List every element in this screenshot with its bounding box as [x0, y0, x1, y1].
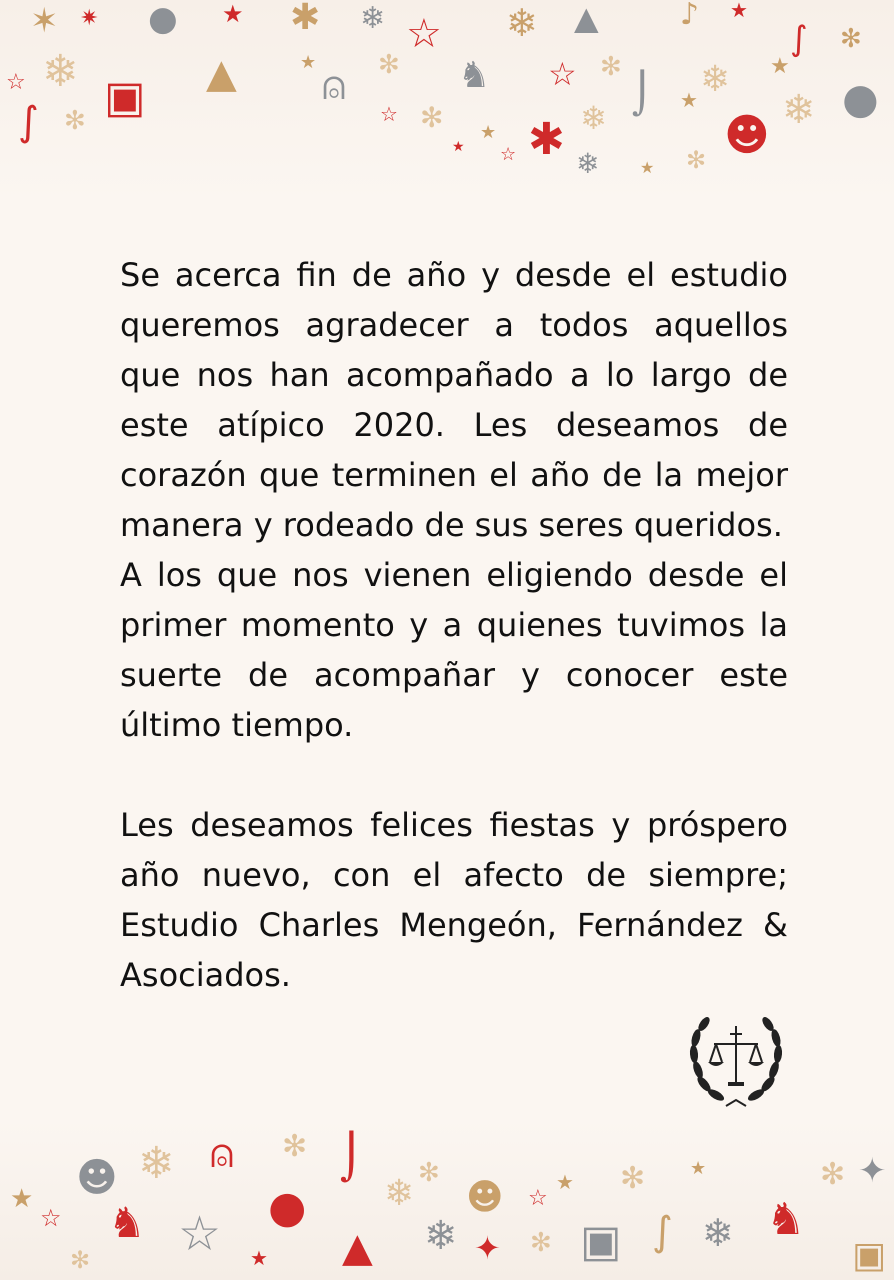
snowflake-icon: ❄	[138, 1138, 175, 1189]
star-icon: ★	[770, 54, 790, 79]
snowflake-icon: ❄	[580, 99, 607, 137]
greeting-paragraph-3: Les deseamos felices fiestas y próspero año nuevo, con el afecto de siempre; Estudio Charles Mengeón, Fernández & Asociados.	[120, 806, 788, 994]
snowflake-icon: ✻	[600, 52, 622, 82]
snowflake-icon: ❄	[702, 1211, 734, 1255]
ornament-icon: ●	[842, 74, 879, 123]
reindeer-icon: ♞	[458, 55, 491, 96]
stocking-icon: ⌡	[632, 71, 653, 117]
angel-icon: ✦	[858, 1151, 887, 1191]
star-icon: ☆	[40, 1204, 62, 1232]
star-icon: ★	[680, 88, 698, 112]
snowflake-icon: ❄	[360, 1, 386, 36]
snowflake-icon: ❄	[424, 1213, 458, 1259]
reindeer-icon: ♞	[766, 1194, 806, 1245]
bottom-christmas-border	[0, 1120, 894, 1280]
firm-logo	[630, 1010, 840, 1120]
snowflake-icon: ✻	[418, 1158, 440, 1188]
gingerbread-icon: ✶	[30, 1, 59, 41]
star-icon: ★	[640, 158, 655, 177]
gift-icon: ▣	[580, 1216, 622, 1267]
snowflake-icon: ❄	[576, 147, 600, 180]
greeting-paragraph-2: A los que nos vienen eligiendo desde el primer momento y a quienes tuvimos la suerte de acompañar y conocer este último tiempo.	[120, 556, 788, 744]
candy-cane-icon: ∫	[790, 19, 808, 59]
star-icon: ★	[300, 52, 317, 73]
star-icon: ☆	[500, 144, 517, 165]
bell-icon: ⍝	[322, 63, 346, 109]
snowflake-icon: ✻	[64, 106, 86, 136]
star-icon: ☆	[548, 55, 577, 93]
top-christmas-border	[0, 0, 894, 200]
angel-icon: ✦	[474, 1229, 501, 1267]
tree-icon: ▲	[206, 51, 237, 97]
star-icon: ☆	[380, 102, 398, 126]
star-icon: ☆	[528, 1186, 548, 1211]
snowflake-icon: ✻	[620, 1161, 646, 1196]
star-icon: ★	[10, 1184, 34, 1214]
star-icon: ✷	[80, 6, 99, 31]
snowflake-icon: ❄	[700, 59, 731, 100]
star-icon: ★	[222, 0, 244, 28]
scales-of-justice-laurel-icon	[682, 1010, 790, 1114]
star-icon: ★	[480, 122, 497, 143]
bell-icon: ⍝	[210, 1131, 234, 1177]
snowflake-icon: ✻	[282, 1129, 308, 1164]
star-icon: ★	[730, 0, 748, 22]
snowflake-icon: ✻	[530, 1228, 552, 1258]
gift-icon: ▣	[104, 72, 146, 123]
reindeer-icon: ♞	[108, 1198, 146, 1247]
ornament-icon: ●	[268, 1182, 307, 1233]
gingerbread-icon: ✱	[290, 0, 321, 38]
star-icon: ☆	[406, 11, 442, 57]
snowflake-icon: ✻	[820, 1157, 846, 1192]
tree-icon: ▲	[574, 0, 599, 37]
santa-icon: ☻	[466, 1177, 504, 1218]
tree-icon: ▲	[342, 1225, 373, 1271]
star-icon: ★	[250, 1246, 268, 1270]
snowflake-icon: ❄	[42, 46, 79, 97]
santa-icon: ☻	[76, 1155, 118, 1201]
snowflake-icon: ✻	[70, 1246, 91, 1274]
santa-icon: ☻	[724, 110, 770, 161]
candy-cane-icon: ∫	[18, 99, 39, 145]
star-icon: ★	[556, 1170, 574, 1194]
snowflake-icon: ✻	[420, 101, 444, 134]
greeting-paragraph-1: Se acerca fin de año y desde el estudio queremos agradecer a todos aquellos que nos han acompañado a lo largo de este atípico 2020. Les deseamos de corazón que terminen el año de la mejor manera y rodeado de sus seres queridos.	[120, 256, 788, 544]
greeting-message	[120, 250, 788, 1000]
snowflake-icon: ❄	[506, 1, 538, 45]
star-icon: ★	[690, 1158, 707, 1179]
candy-cane-icon: ∫	[652, 1209, 673, 1255]
stocking-icon: ⌡	[340, 1132, 363, 1183]
snowflake-icon: ❄	[782, 87, 816, 133]
star-icon: ★	[452, 139, 465, 155]
snowflake-icon: ✻	[840, 24, 862, 54]
gift-icon: ▣	[852, 1235, 887, 1276]
bell-icon: ♪	[680, 0, 700, 32]
gingerbread-icon: ✱	[528, 114, 565, 165]
ornament-icon: ●	[148, 0, 178, 39]
snowflake-icon: ❄	[384, 1173, 415, 1214]
star-icon: ☆	[178, 1206, 222, 1262]
snowflake-icon: ✻	[686, 146, 707, 174]
snowflake-icon: ✻	[378, 50, 400, 80]
star-icon: ☆	[6, 70, 26, 95]
